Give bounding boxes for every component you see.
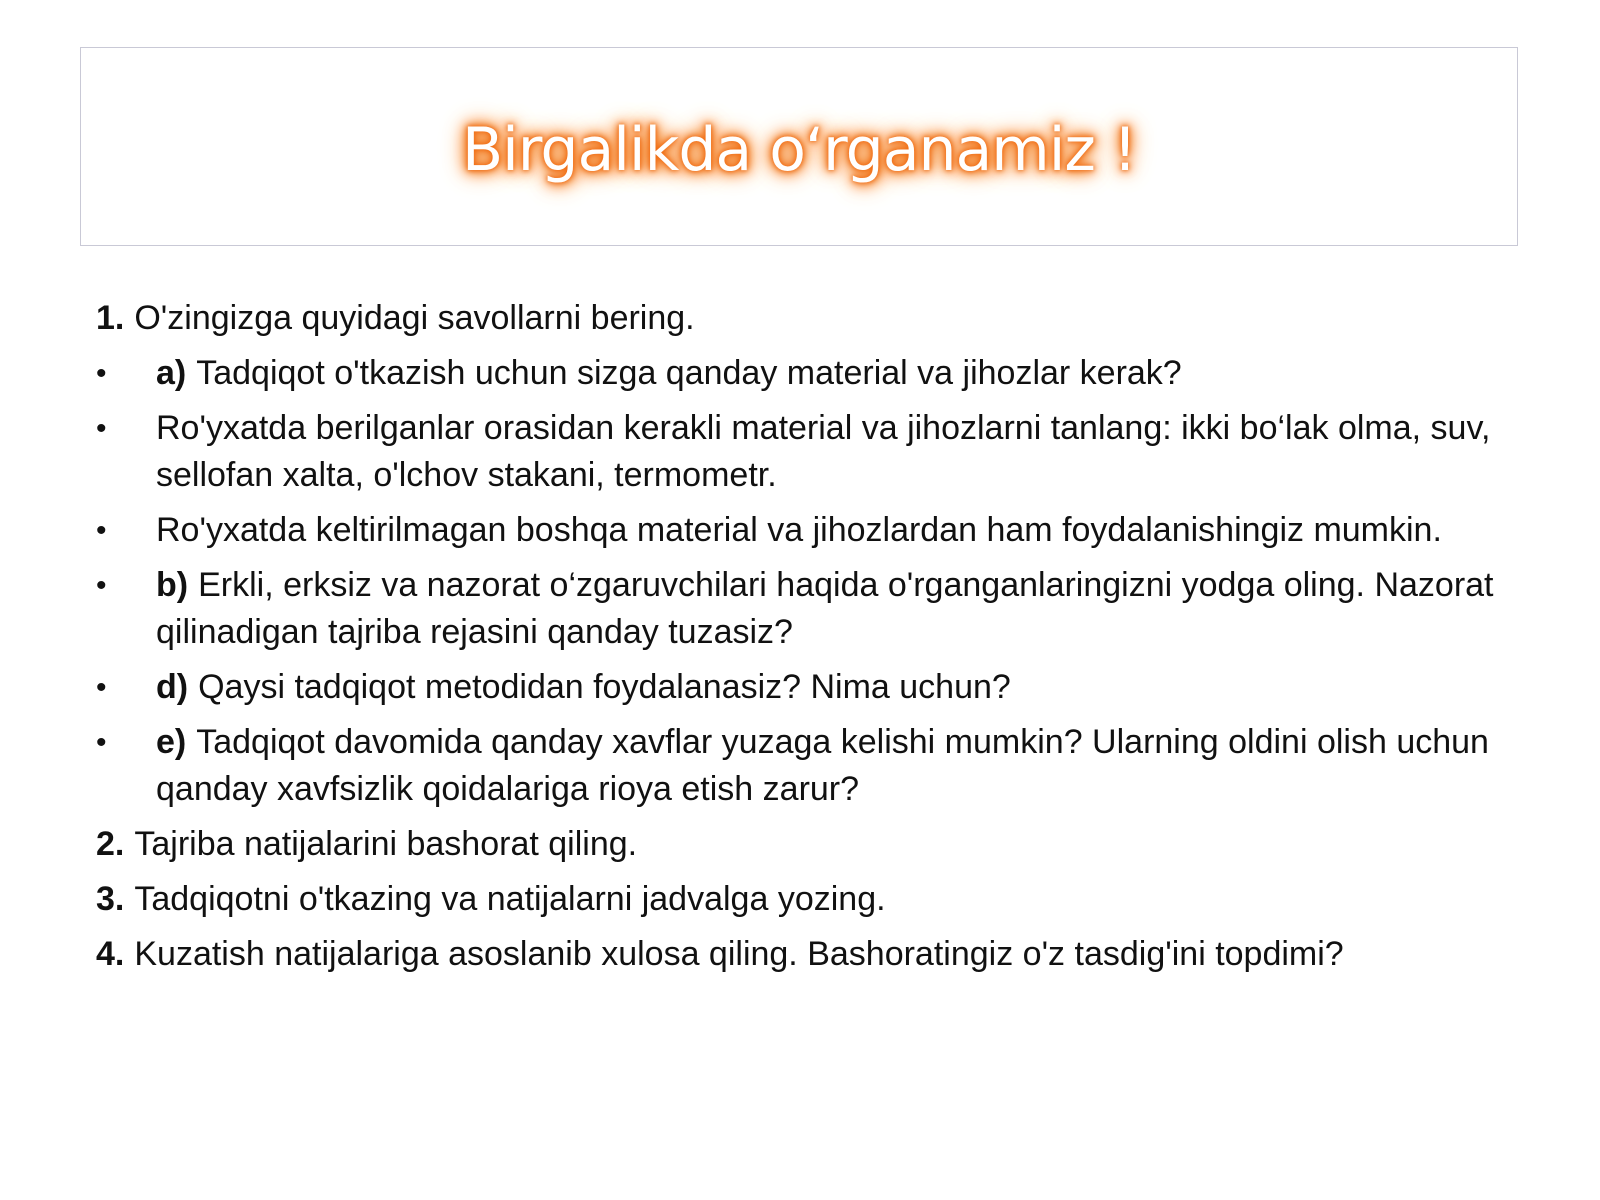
item-text: Tadqiqotni o'tkazing va natijalarni jadvalga yozing. — [134, 880, 886, 918]
slide-content — [96, 295, 1536, 986]
bullet-item-e — [96, 719, 1536, 813]
numbered-item-4 — [96, 931, 1536, 978]
bullet-item-b — [96, 562, 1536, 656]
item-body — [156, 562, 1536, 656]
item-label: e) — [156, 723, 187, 761]
bullet-item-a — [96, 350, 1536, 397]
item-number: 2. — [96, 825, 125, 863]
bullet-icon: • — [96, 514, 107, 547]
item-body — [156, 719, 1536, 813]
item-text: Ro'yxatda keltirilmagan boshqa material va jihozlardan ham foydalanishingiz mumkin. — [156, 511, 1442, 549]
bullet-item-other-materials — [96, 507, 1536, 554]
bullet-item-materials — [96, 405, 1536, 499]
item-label: b) — [156, 566, 189, 604]
title-box — [80, 47, 1518, 246]
item-text: Tadqiqot davomida qanday xavflar yuzaga kelishi mumkin? Ularning oldini olish uchun qanday xavfsizlik qoidalariga rioya etish zarur? — [156, 723, 1489, 808]
item-label: d) — [156, 668, 189, 706]
numbered-item-3 — [96, 876, 1536, 923]
slide-title: Birgalikda o‘rganamiz ! — [461, 114, 1137, 185]
bullet-icon: • — [96, 412, 107, 445]
item-text: Erkli, erksiz va nazorat o‘zgaruvchilari haqida o'rganganlaringizni yodga oling. Nazorat qilinadigan tajriba rejasini qanday tuzasiz? — [156, 566, 1494, 651]
bullet-icon: • — [96, 357, 107, 390]
item-body — [156, 350, 1536, 397]
item-number: 1. — [96, 299, 125, 337]
bullet-icon: • — [96, 726, 107, 759]
item-label: a) — [156, 354, 187, 392]
bullet-icon: • — [96, 569, 107, 602]
item-text: Ro'yxatda berilganlar orasidan kerakli material va jihozlarni tanlang: ikki bo‘lak olma, suv, sellofan xalta, o'lchov stakani, termometr. — [156, 409, 1491, 494]
bullet-icon: • — [96, 671, 107, 704]
numbered-item-2 — [96, 821, 1536, 868]
item-text: O'zingizga quyidagi savollarni bering. — [134, 299, 695, 337]
item-number: 3. — [96, 880, 125, 918]
item-text: Kuzatish natijalariga asoslanib xulosa qiling. Bashoratingiz o'z tasdig'ini topdimi? — [134, 935, 1344, 973]
item-text: Qaysi tadqiqot metodidan foydalanasiz? Nima uchun? — [198, 668, 1011, 706]
item-text: Tajriba natijalarini bashorat qiling. — [134, 825, 638, 863]
item-text: Tadqiqot o'tkazish uchun sizga qanday material va jihozlar kerak? — [196, 354, 1182, 392]
item-body — [156, 664, 1536, 711]
numbered-item-1 — [96, 295, 1536, 342]
bullet-item-d — [96, 664, 1536, 711]
item-number: 4. — [96, 935, 125, 973]
